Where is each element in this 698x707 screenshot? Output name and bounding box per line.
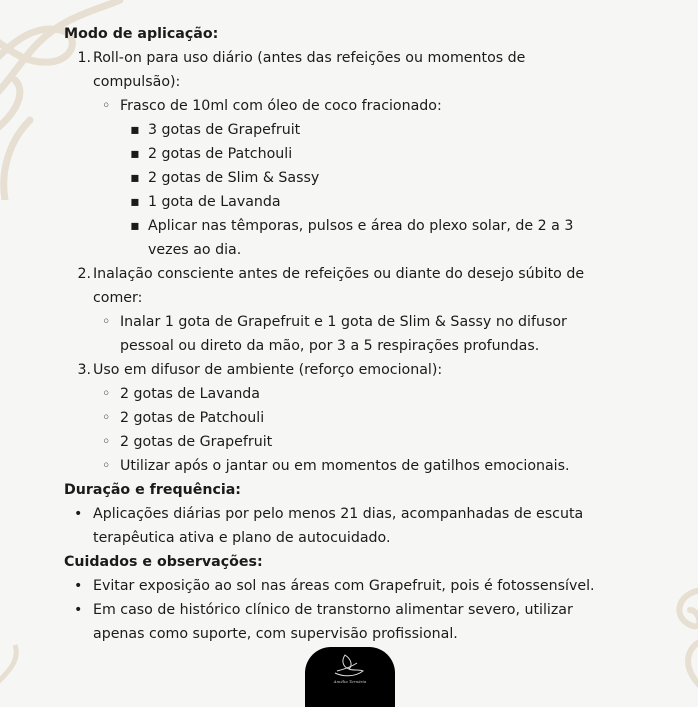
application-instructions: Modo de aplicação: 1. Roll-on para uso diário (antes das refeições ou momentos de compulsão): ◦ Frasco de 10ml com óleo de coco fracionado: ▪ 3 gotas de Grapefruit ▪ 2 gotas de Patchouli ▪ 2 gotas de Slim & Sassy ▪ 1 gota de Lavanda ▪ Aplicar nas têmporas, pulsos e área do plexo solar, de 2 a 3 vezes ao dia. 2. Inalação consciente antes de refeições ou diante do desejo súbito de comer: ◦ Inalar 1 gota de Grapefruit e 1 gota de Slim & Sassy no difusor pessoal ou direto da mão, por 3 a 5 respirações profundas. 3. Uso em difusor de ambiente (reforço emocional): ◦ 2 gotas de Lavanda ◦ 2 gotas de Patchouli ◦ 2 gotas de Grapefruit ◦ Utilizar após o jantar ou em momentos de gatilhos emocionais. Duração e frequência: • Aplicações diárias por pelo menos 21 dias, acompanhadas de escuta terapêutica ativa e plano de autocuidado. Cuidados e observações: • Evitar exposição ao sol nas áreas com Grapefruit, pois é fotossensível. • Em caso de histórico clínico de transtorno alimentar severo, utilizar apenas como suporte, com supervisão profissional. [64, 22, 664, 646]
list-item: Inalar 1 gota de Grapefruit e 1 gota de Slim & Sassy no difusor [120, 314, 567, 330]
list-item-cont: apenas como suporte, com supervisão profissional. [93, 626, 458, 642]
list-item: Uso em difusor de ambiente (reforço emocional): [93, 362, 443, 378]
section-title-duration: Duração e frequência: [64, 482, 241, 498]
list-item: Aplicações diárias por pelo menos 21 dias, acompanhadas de escuta [93, 506, 584, 522]
list-item: 1 gota de Lavanda [148, 194, 281, 210]
list-item: 2 gotas de Slim & Sassy [148, 170, 320, 186]
list-item: 2 gotas de Grapefruit [120, 434, 273, 450]
list-item: Frasco de 10ml com óleo de coco fracionado: [120, 98, 442, 114]
list-item-cont: compulsão): [93, 74, 181, 90]
list-item-cont: comer: [93, 290, 143, 306]
list-item: Inalação consciente antes de refeições ou diante do desejo súbito de [93, 266, 585, 282]
list-item-cont: terapêutica ativa e plano de autocuidado. [93, 530, 391, 546]
list-item: Em caso de histórico clínico de transtorno alimentar severo, utilizar [93, 602, 573, 618]
list-item-cont: vezes ao dia. [148, 242, 242, 258]
list-item: Roll-on para uso diário (antes das refeições ou momentos de [93, 50, 526, 66]
svg-text:Amélia Ternária: Amélia Ternária [333, 679, 367, 684]
list-item-cont: pessoal ou direto da mão, por 3 a 5 respirações profundas. [120, 338, 540, 354]
section-title-mode: Modo de aplicação: [64, 26, 219, 42]
list-item: Aplicar nas têmporas, pulsos e área do plexo solar, de 2 a 3 [148, 218, 574, 234]
hand-leaf-icon [305, 647, 395, 687]
list-item: Utilizar após o jantar ou em momentos de gatilhos emocionais. [120, 458, 570, 474]
list-item: 2 gotas de Patchouli [148, 146, 293, 162]
list-item: 3 gotas de Grapefruit [148, 122, 301, 138]
list-item: Evitar exposição ao sol nas áreas com Grapefruit, pois é fotossensível. [93, 578, 595, 594]
brand-logo [305, 647, 395, 707]
decorative-swirl-bottom-left [0, 640, 40, 690]
section-title-care: Cuidados e observações: [64, 554, 263, 570]
list-item: 2 gotas de Patchouli [120, 410, 265, 426]
list-item: 2 gotas de Lavanda [120, 386, 261, 402]
